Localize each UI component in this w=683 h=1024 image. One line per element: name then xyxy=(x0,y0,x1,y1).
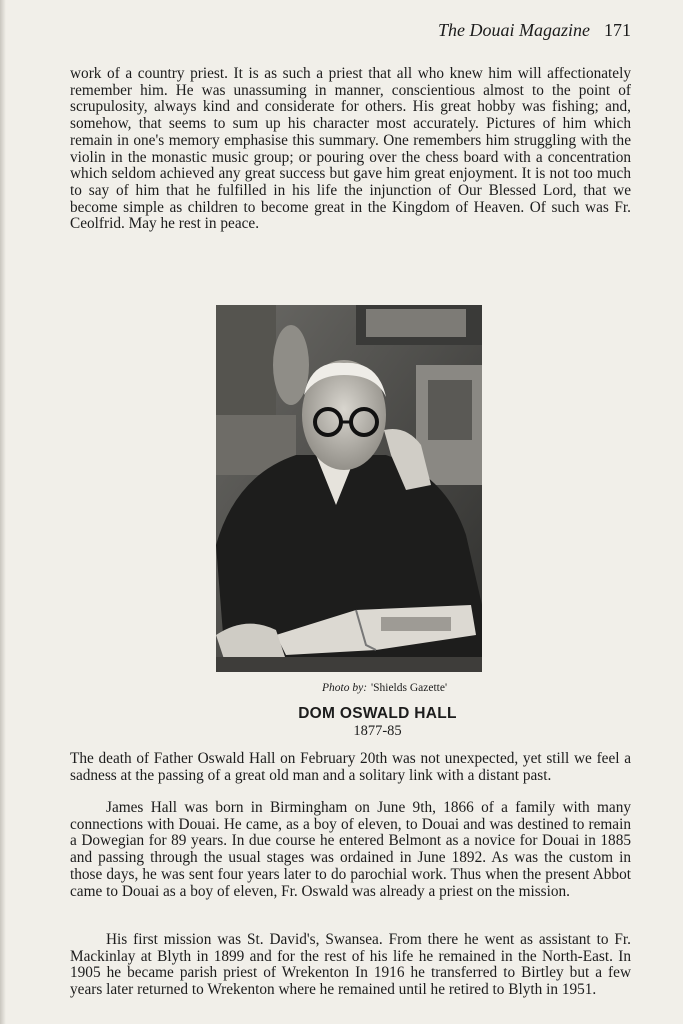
running-header xyxy=(438,20,631,41)
photo-credit-source: 'Shields Gazette' xyxy=(371,682,448,694)
magazine-title: The Douai Magazine xyxy=(438,20,590,40)
page-number: 171 xyxy=(604,20,631,40)
paragraph-missions: His first mission was St. David's, Swansea. From there he went as assistant to Fr. Mackinlay at Blyth in 1899 and for the rest of his life he remained in the North-East. In 1905 he became parish priest of Wrekenton In 1916 he transferred to Birtley but a few years later returned to Wrekenton where he remained until he retired to Blyth in 1951. xyxy=(70,931,631,999)
paragraph-early-life: James Hall was born in Birmingham on June 9th, 1866 of a family with many connections with Douai. He came, as a boy of eleven, to Douai and was destined to remain a Dowegian for 89 years. In due course he entered Belmont as a novice for Douai in 1885 and passing through the usual stages was ordained in June 1892. As was the custom in those days, he was sent four years later to do parochial work. Thus when the present Abbot came to Douai as a boy of eleven, Fr. Oswald was already a priest on the mission. xyxy=(70,799,631,900)
paragraph-death-notice: The death of Father Oswald Hall on February 20th was not unexpected, yet still we feel a sadness at the passing of a great old man and a solitary link with a distant past. xyxy=(70,750,631,784)
obituary-heading: DOM OSWALD HALL xyxy=(298,705,457,722)
photo-credit-label: Photo by: xyxy=(322,682,368,694)
photo-credit xyxy=(322,682,447,694)
obituary-years: 1877-85 xyxy=(353,723,402,739)
paragraph-ceolfrid-conclusion: work of a country priest. It is as such a priest that all who knew him will affectionately remember him. He was unassuming in manner, conscientious almost to the point of scrupulosity, always kind and considerate for others. His great hobby was fishing; and, somehow, that seems to sum up his character most accurately. Pictures of him which remain in one's memory emphasise this summary. One remembers him struggling with the violin in the monastic music group; or pouring over the chess board with a concentration which seldom achieved any great success but gave him great enjoyment. It is not too much to say of him that he fulfilled in his life the injunction of Our Blessed Lord, that we become simple as children to become great in the Kingdom of Heaven. Of such was Fr. Ceolfrid. May he rest in peace. xyxy=(70,65,631,233)
page-edge-shadow xyxy=(0,0,6,1024)
portrait-photo xyxy=(216,305,482,672)
